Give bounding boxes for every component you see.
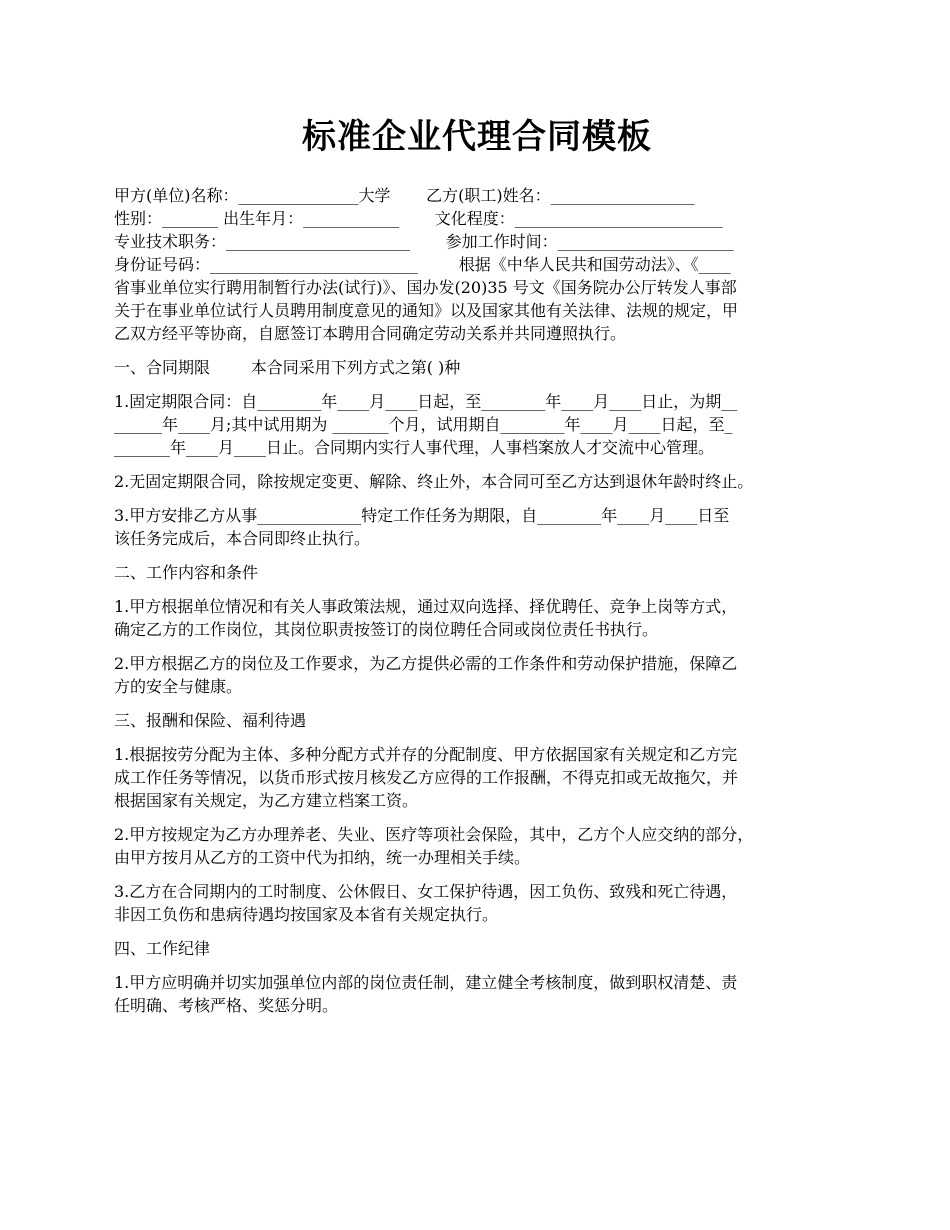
paragraph-line: 该任务完成后，本合同即终止执行。 (114, 529, 371, 548)
paragraph-line: _______年____月____日止。合同期内实行人事代理，人事档案放人才交流中心管理。 (114, 438, 715, 457)
paragraph-line: 成工作任务等情况，以货币形式按月核发乙方应得的工作报酬，不得克扣或无故拖欠，并 (114, 768, 739, 787)
paragraph (114, 470, 840, 493)
paragraph-line: ______年____月;其中试用期为 _______个月，试用期自________年____月____日起，至_ (114, 415, 733, 434)
paragraph-line: 非因工负伤和患病待遇均按国家及本省有关规定执行。 (114, 905, 499, 924)
paragraph (114, 652, 840, 698)
paragraph-line: 1.甲方应明确并切实加强单位内部的岗位责任制，建立健全考核制度，做到职权清楚、责 (114, 973, 738, 992)
section-heading (114, 356, 840, 379)
section-4-heading: 四、工作纪律 (114, 939, 211, 958)
section-heading (114, 937, 840, 960)
paragraph (114, 743, 840, 812)
section-3-heading: 三、报酬和保险、福利待遇 (114, 711, 307, 730)
header-line: 省事业单位实行聘用制暂行办法(试行)》、国办发(20)35 号文《国务院办公厅转发人事部 (114, 278, 737, 297)
paragraph-line: 根据国家有关规定，为乙方建立档案工资。 (114, 791, 419, 810)
paragraph (114, 595, 840, 641)
paragraph-line: 任明确、考核严格、奖惩分明。 (114, 996, 339, 1015)
paragraph-line: 确定乙方的工作岗位，其岗位职责按签订的岗位聘任合同或岗位责任书执行。 (114, 620, 659, 639)
section-1-heading: 一、合同期限 本合同采用下列方式之第( )种 (114, 358, 461, 377)
paragraph (114, 504, 840, 550)
header-line: 专业技术职务：_______________________ 参加工作时间：______________________ (114, 232, 734, 251)
header-line: 乙双方经平等协商，自愿签订本聘用合同确定劳动关系并共同遵照执行。 (114, 324, 627, 343)
document-title: 标准企业代理合同模板 (302, 117, 652, 157)
header-line: 甲方(单位)名称：_______________大学 乙方(职工)姓名：__________________ (114, 186, 695, 205)
paragraph-line: 2.甲方根据乙方的岗位及工作要求，为乙方提供必需的工作条件和劳动保护措施，保障乙 (114, 654, 738, 673)
header-line: 关于在事业单位试行人员聘用制度意见的通知》以及国家其他有关法律、法规的规定，甲 (114, 301, 739, 320)
section-heading (114, 561, 840, 584)
paragraph-line: 3.乙方在合同期内的工时制度、公休假日、女工保护待遇，因工负伤、致残和死亡待遇， (114, 882, 738, 901)
paragraph-line: 由甲方按月从乙方的工资中代为扣纳，统一办理相关手续。 (114, 848, 531, 867)
paragraph (114, 971, 840, 1017)
paragraph (114, 390, 840, 459)
section-2-heading: 二、工作内容和条件 (114, 563, 259, 582)
paragraph-line: 2.甲方按规定为乙方办理养老、失业、医疗等项社会保险，其中，乙方个人应交纳的部分， (114, 825, 754, 844)
section-heading (114, 709, 840, 732)
paragraph-line: 1.根据按劳分配为主体、多种分配方式并存的分配制度、甲方依据国家有关规定和乙方完 (114, 745, 738, 764)
header-info (114, 184, 840, 345)
paragraph (114, 823, 840, 869)
paragraph-line: 1.甲方根据单位情况和有关人事政策法规，通过双向选择、择优聘任、竞争上岗等方式， (114, 597, 738, 616)
header-line: 性别：_______ 出生年月：____________ 文化程度：__________________________ (114, 209, 723, 228)
paragraph-line: 方的安全与健康。 (114, 677, 243, 696)
paragraph-line: 2.无固定期限合同，除按规定变更、解除、终止外，本合同可至乙方达到退休年龄时终止。 (114, 472, 754, 491)
paragraph-line: 1.固定期限合同：自________年____月____日起，至________年____月____日止，为期__ (114, 392, 738, 411)
paragraph-line: 3.甲方安排乙方从事_____________特定工作任务为期限，自________年____月____日至 (114, 506, 730, 525)
paragraph (114, 880, 840, 926)
header-line: 身份证号码：__________________________ 根据《中华人民共和国劳动法》、《____ (114, 255, 731, 274)
